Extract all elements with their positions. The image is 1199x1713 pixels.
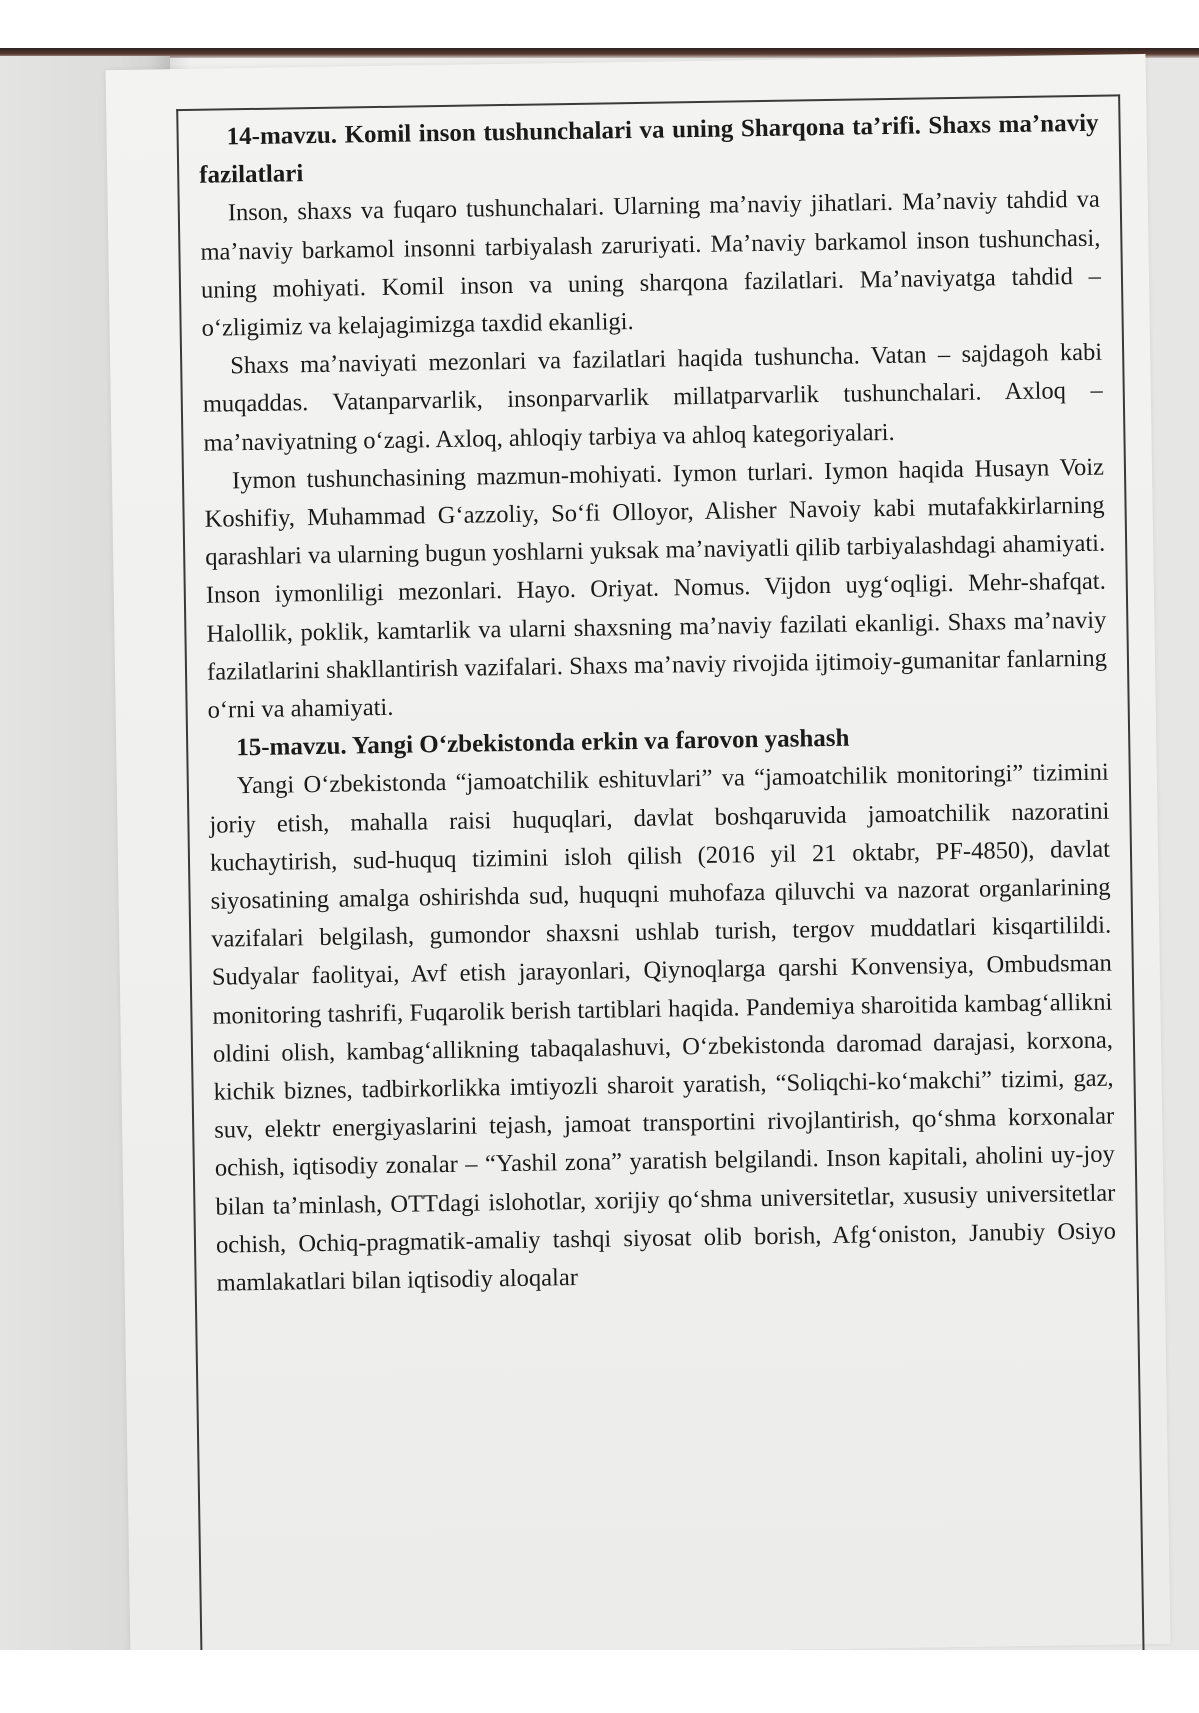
- top-margin: [0, 0, 1199, 55]
- section-14-heading: 14-mavzu. Komil inson tushunchalari va uning Sharqona ta’rifi. Shaxs ma’naviy fazilatlari: [199, 109, 1099, 190]
- section-14-paragraph-1: Inson, shaxs va fuqaro tushunchalari. Ularning ma’naviy jihatlari. Ma’naviy tahdid va ma’naviy barkamol insonni tarbiyalash zaruriyati. Ma’naviy barkamol inson tushunchasi, uning mohiyati. Komil inson va uning sharqona fazilatlari. Ma’naviyatga tahdid – o‘zligimiz va kelajagimizga taxdid ekanligi.: [200, 186, 1102, 342]
- section-14-paragraph-2: Shaxs ma’naviyati mezonlari va fazilatlari haqida tushuncha. Vatan – sajdagoh kabi muqaddas. Vatanparvarlik, insonparvarlik millatparvarlik tushunchalari. Axloq – ma’naviyatning o‘zagi. Axloq, ahloqiy tarbiya va ahloq kategoriyalari.: [202, 338, 1103, 457]
- section-14-paragraph-3: Iymon tushunchasining mazmun-mohiyati. Iymon turlari. Iymon haqida Husayn Voiz Koshifiy, Muhammad G‘azzoliy, So‘fi Olloyor, Alisher Navoiy kabi mutafakkirlarning qarashlari va ularning bugun yoshlarni yuksak ma’naviyatli qilib tarbiyalashdagi ahamiyati. Inson iymonliligi mezonlari. Hayo. Oriyat. Nomus. Vijdon uyg‘oqligi. Mehr-shafqat. Halollik, poklik, kamtarlik va ularni shaxsning ma’naviy fazilati ekanligi. Shaxs ma’naviy fazilatlarini shakllantirish vazifalari. Shaxs ma’naviy rivojida ijtimoiy-gumanitar fanlarning o‘rni va ahamiyati.: [204, 453, 1108, 724]
- right-page: [106, 54, 1171, 1660]
- page-text: [198, 105, 1116, 1303]
- bottom-margin: [0, 1650, 1199, 1713]
- section-15-paragraph-1: Yangi O‘zbekistonda “jamoatchilik eshituvlari” va “jamoatchilik monitoringi” tizimini joriy etish, mahalla raisi huquqlari, davlat boshqaruvida jamoatchilik nazoratini kuchaytirish, sud-huquq tizimini isloh qilish (2016 yil 21 oktabr, PF-4850), davlat siyosatining amalga oshirishda sud, huquqni muhofaza qiluvchi va nazorat organlarining vazifalari belgilash, gumondor shaxsni ushlab turish, tergov muddatlari kisqartilildi. Sudyalar faolityai, Avf etish jarayonlari, Qiynoqlarga qarshi Konvensiya, Ombudsman monitoring tashrifi, Fuqarolik berish tartiblari haqida. Pandemiya sharoitida kambag‘allikni oldini olish, kambag‘allikning tabaqalashuvi, O‘zbekistonda daromad darajasi, korxona, kichik biznes, tadbirkorlikka imtiyozli sharoit yaratish, “Soliqchi-ko‘makchi” tizimi, gaz, suv, elektr energiyaslarini tejash, jamoat transportini rivojlantirish, qo‘shma korxonalar ochish, iqtisodiy zonalar – “Yashil zona” yaratish belgilandi. Inson kapitali, aholini uy-joy bilan ta’minlash, OTTdagi islohotlar, xorijiy qo‘shma universitetlar, xususiy universitetlar ochish, Ochiq-pragmatik-amaliy tashqi siyosat olib borish, Afg‘oniston, Janubiy Osiyo mamlakatlari bilan iqtisodiy aloqalar: [209, 759, 1117, 1297]
- section-15-heading: 15-mavzu. Yangi O‘zbekistonda erkin va farovon yashash: [236, 724, 850, 762]
